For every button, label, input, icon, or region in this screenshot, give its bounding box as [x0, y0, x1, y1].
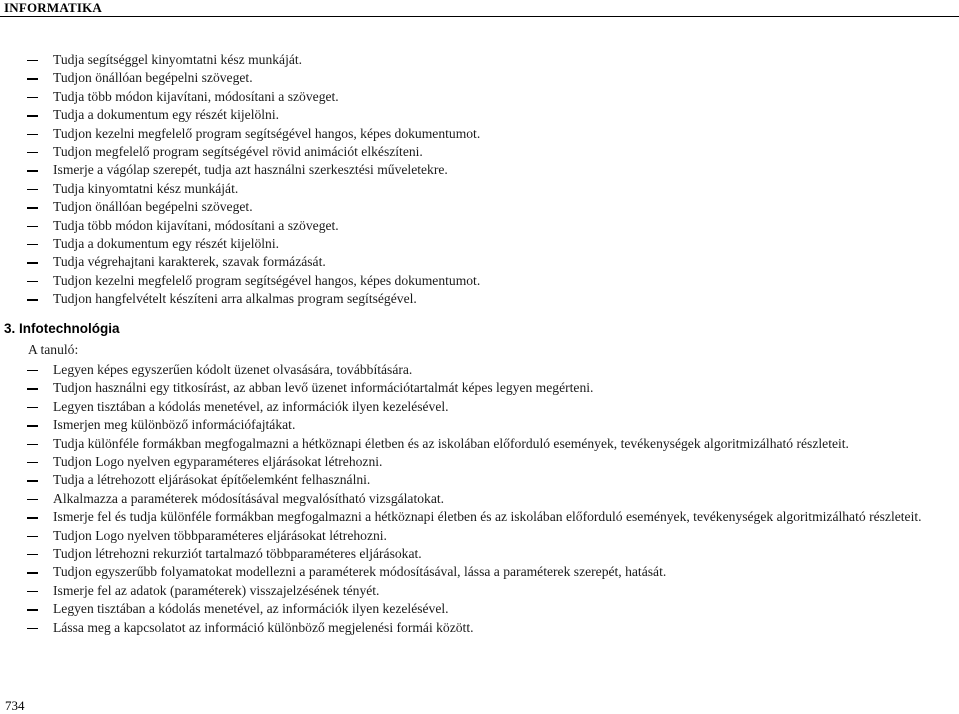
list-item-text: Tudjon Logo nyelven többparaméteres eljárásokat létrehozni. — [53, 527, 387, 543]
dash-bullet-icon — [27, 226, 38, 227]
list-item — [0, 527, 959, 545]
list-item-text: Legyen tisztában a kódolás menetével, az információk ilyen kezelésével. — [53, 601, 449, 617]
dash-bullet-icon — [27, 281, 38, 282]
dash-bullet-icon — [27, 207, 38, 208]
list-item — [0, 416, 959, 434]
list-item-text: Tudjon Logo nyelven egyparaméteres eljárásokat létrehozni. — [53, 454, 383, 470]
list-item — [0, 272, 480, 290]
dash-bullet-icon — [27, 152, 38, 153]
dash-bullet-icon — [27, 244, 38, 245]
section-intro: A tanuló: — [28, 342, 79, 357]
dash-bullet-icon — [27, 370, 38, 371]
list-item-text: Tudja a létrehozott eljárásokat építőelemként felhasználni. — [53, 472, 371, 488]
list-item — [0, 379, 959, 397]
list-item-text: Tudja a dokumentum egy részét kijelölni. — [53, 236, 280, 252]
list-item — [0, 361, 959, 379]
dash-bullet-icon — [27, 591, 38, 592]
dash-bullet-icon — [27, 425, 38, 426]
dash-bullet-icon — [27, 388, 38, 389]
dash-bullet-icon — [27, 554, 38, 555]
list-item — [0, 582, 959, 600]
list-item-text: Tudja több módon kijavítani, módosítani a szöveget. — [53, 88, 339, 104]
dash-bullet-icon — [27, 480, 38, 481]
list-item-text: Tudja végrehajtani karakterek, szavak formázását. — [53, 254, 326, 270]
list-item — [0, 106, 480, 124]
dash-bullet-icon — [27, 299, 38, 300]
list-item — [0, 235, 480, 253]
list-item-text: Ismerjen meg különböző információfajtákat. — [53, 417, 296, 433]
dash-bullet-icon — [27, 444, 38, 445]
list-item-text: Legyen képes egyszerűen kódolt üzenet olvasására, továbbítására. — [53, 362, 413, 377]
list-item-text: Ismerje fel és tudja különféle formákban megfogalmazni a hétköznapi életben és az iskolában előforduló események, tevékenységek algoritmizálható részleteit. — [53, 509, 922, 525]
list-item-text: Ismerje fel az adatok (paraméterek) visszajelzésének tényét. — [53, 582, 380, 598]
section-heading: 3. Infotechnológia — [4, 321, 120, 336]
list-item-text: Tudja a dokumentum egy részét kijelölni. — [53, 107, 280, 123]
list-item-text: Tudjon létrehozni rekurziót tartalmazó többparaméteres eljárásokat. — [53, 546, 422, 562]
list-item-text: Tudja különféle formákban megfogalmazni a hétköznapi életben és az iskolában előforduló események, tevékenységek algoritmizálható részleteit. — [53, 435, 849, 451]
dash-bullet-icon — [27, 609, 38, 610]
dash-bullet-icon — [27, 407, 38, 408]
list-item — [0, 453, 959, 471]
list-item — [0, 290, 480, 308]
list-item — [0, 198, 480, 216]
list-item — [0, 143, 480, 161]
list-item — [0, 508, 959, 526]
list-item-text: Lássa meg a kapcsolatot az információ különböző megjelenési formái között. — [53, 619, 474, 635]
dash-bullet-icon — [27, 262, 38, 263]
list-item — [0, 125, 480, 143]
list-item — [0, 545, 959, 563]
page-number: 734 — [5, 698, 25, 713]
list-item — [0, 217, 480, 235]
list-item-text: Alkalmazza a paraméterek módosításával megvalósítható vizsgálatokat. — [53, 490, 445, 506]
list-item — [0, 398, 959, 416]
list-item-text: Legyen tisztában a kódolás menetével, az információk ilyen kezelésével. — [53, 398, 449, 414]
dash-bullet-icon — [27, 499, 38, 500]
dash-bullet-icon — [27, 78, 38, 79]
list-item — [0, 490, 959, 508]
dash-bullet-icon — [27, 134, 38, 135]
list-item-text: Tudjon használni egy titkosírást, az abban levő üzenet információtartalmát képes legyen megérteni. — [53, 380, 594, 396]
dash-bullet-icon — [27, 572, 38, 573]
list-item-text: Tudjon megfelelő program segítségével rövid animációt elkészíteni. — [53, 144, 423, 160]
list-item — [0, 161, 480, 179]
list-item-text: Tudjon önállóan begépelni szöveget. — [53, 199, 253, 215]
list-item-text: Tudjon önállóan begépelni szöveget. — [53, 70, 253, 86]
list-item-text: Ismerje a vágólap szerepét, tudja azt használni szerkesztési műveletekre. — [53, 162, 448, 178]
running-header: INFORMATIKA — [4, 0, 103, 15]
list-item — [0, 180, 480, 198]
dash-bullet-icon — [27, 170, 38, 171]
dash-bullet-icon — [27, 536, 38, 537]
list-item — [0, 253, 480, 271]
list-item-text: Tudjon hangfelvételt készíteni arra alkalmas program segítségével. — [53, 291, 417, 307]
list-item — [0, 435, 959, 453]
list-item-text: Tudja kinyomtatni kész munkáját. — [53, 180, 239, 196]
header-rule — [0, 16, 959, 17]
list-item — [0, 619, 959, 637]
list-item-text: Tudjon egyszerűbb folyamatokat modellezni a paraméterek módosításával, lássa a paraméterek szerepét, hatását. — [53, 564, 667, 580]
list-item — [0, 88, 480, 106]
list-item-text: Tudja több módon kijavítani, módosítani a szöveget. — [53, 217, 339, 233]
objective-list-2 — [0, 361, 959, 637]
list-item — [0, 69, 480, 87]
dash-bullet-icon — [27, 628, 38, 629]
dash-bullet-icon — [27, 462, 38, 463]
dash-bullet-icon — [27, 517, 38, 518]
list-item — [0, 51, 480, 69]
list-item — [0, 563, 959, 581]
list-item-text: Tudjon kezelni megfelelő program segítségével hangos, képes dokumentumot. — [53, 125, 481, 141]
list-item — [0, 600, 959, 618]
dash-bullet-icon — [27, 115, 38, 116]
objective-list-1 — [0, 51, 480, 309]
dash-bullet-icon — [27, 97, 38, 98]
list-item-text: Tudja segítséggel kinyomtatni kész munkáját. — [53, 52, 303, 67]
list-item-text: Tudjon kezelni megfelelő program segítségével hangos, képes dokumentumot. — [53, 272, 481, 288]
dash-bullet-icon — [27, 60, 38, 61]
dash-bullet-icon — [27, 189, 38, 190]
list-item — [0, 471, 959, 489]
